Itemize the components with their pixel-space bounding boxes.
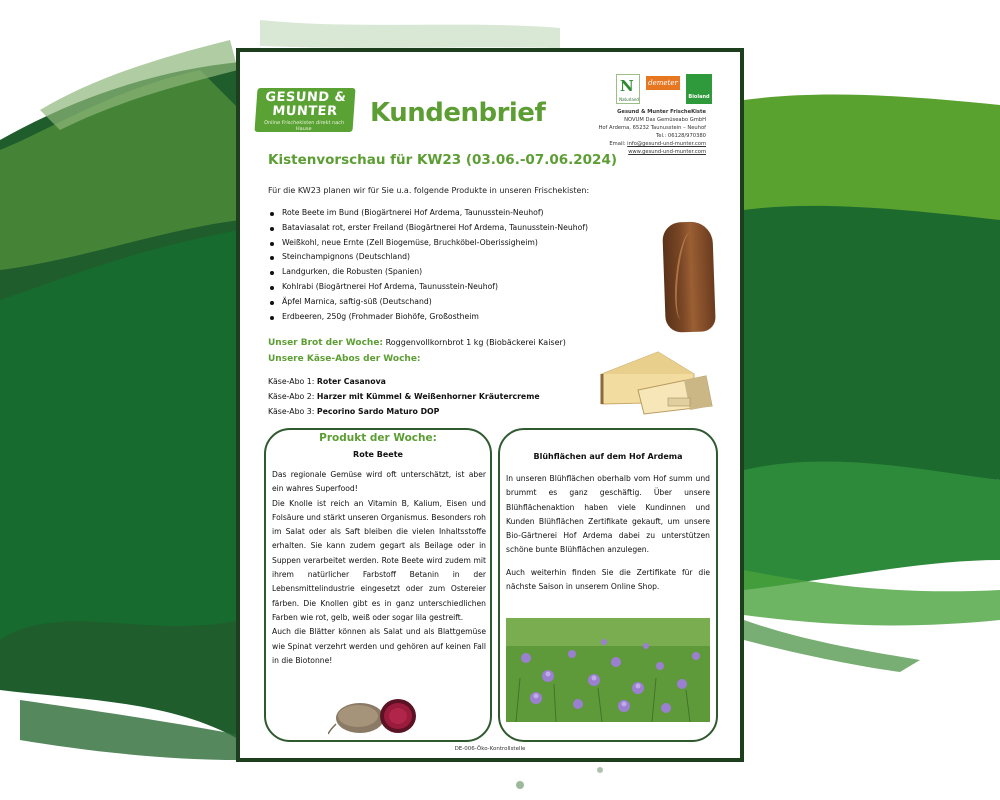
product-list (268, 206, 648, 324)
company-name: Gesund & Munter FrischeKiste (617, 109, 706, 115)
company-line1: NOVUM Das Gemüseabo GmbH (624, 117, 706, 123)
company-email-row (556, 140, 706, 148)
bread-value: Roggenvollkornbrot 1 kg (Biobäckerei Kaiser) (385, 338, 566, 347)
product-name: Rote Beete (353, 450, 403, 459)
paragraph: Auch weiterhin finden Sie die Zertifikate für die nächste Saison in unserem Online Shop. (506, 567, 710, 592)
page-title: Kundenbrief (370, 98, 546, 128)
list-item: Steinchampignons (Deutschland) (268, 250, 648, 265)
cheese-abo-3: Käse-Abo 3: Pecorino Sardo Maturo DOP (268, 407, 440, 416)
company-address (556, 108, 706, 156)
brand-logo (254, 88, 355, 132)
control-body-footer: DE-006-Öko-Kontrollstelle (454, 746, 526, 752)
box-preview-heading: Kistenvorschau für KW23 (03.06.-07.06.2024) (268, 152, 618, 168)
list-item: Erdbeeren, 250g (Frohmader Biohöfe, Großostheim (268, 310, 648, 325)
logo-tagline: Online Frischekisten direkt nach Hause (263, 120, 345, 132)
cheese-abo-2: Käse-Abo 2: Harzer mit Kümmel & Weißenhorner Kräutercreme (268, 392, 540, 401)
list-item: Bataviasalat rot, erster Freiland (Biogärtnerei Hof Ardema, Taunusstein-Neuhof) (268, 221, 648, 236)
demeter-logo: demeter (646, 76, 680, 90)
list-item: Landgurken, die Robusten (Spanien) (268, 265, 648, 280)
logo-text: GESUND & MUNTER (264, 90, 347, 119)
paragraph: Das regionale Gemüse wird oft unterschätzt, ist aber ein wahres Superfood! (272, 470, 486, 494)
flower-field-image (506, 618, 710, 722)
customer-letter (236, 48, 744, 762)
company-line2: Hof Ardema, 65232 Taunusstein – Neuhof (598, 125, 706, 131)
bread-of-week (268, 338, 566, 348)
company-website-link[interactable]: www.gesund-und-munter.com (628, 149, 706, 155)
bluehflaechen-text (506, 472, 710, 594)
product-of-week-box (264, 428, 492, 742)
certification-logos (616, 74, 734, 104)
list-item: Äpfel Marnica, saftig-süß (Deutschand) (268, 295, 648, 310)
bioland-logo: Bioland (686, 74, 712, 104)
naturland-logo: N Naturland (616, 74, 640, 104)
company-phone: Tel.: 06128/970380 (655, 133, 706, 139)
product-description (272, 468, 486, 668)
beetroot-image (328, 694, 428, 736)
list-item: Kohlrabi (Biogärtnerei Hof Ardema, Taunusstein-Neuhof) (268, 280, 648, 295)
cheese-abo-1: Käse-Abo 1: Roter Casanova (268, 377, 386, 386)
bread-image (662, 221, 716, 333)
list-item: Rote Beete im Bund (Biogärtnerei Hof Ardema, Taunusstein-Neuhof) (268, 206, 648, 221)
company-email-link[interactable]: info@gesund-und-munter.com (627, 141, 706, 147)
bluehflaechen-box (498, 428, 718, 742)
paragraph: Die Knolle ist reich an Vitamin B, Kalium, Eisen und Folsäure und stärkt unseren Organismus. Besonders roh im Salat oder als Saft bleiben die vielen Inhaltsstoffe erhalten. Sie kann zudem gegart als Beilage oder in Suppen verarbeitet werden. Rote Beete wird zudem mit ihrem natürlicher Farbstoff Betanin in der Lebensmittelindustrie eingesetzt oder zum Ostereier färben. Die Knollen gibt es in ganz unterschiedlichen Farben wie rot, gelb, weiß oder sogar lila gestreift. (272, 498, 486, 622)
cheese-heading: Unsere Käse-Abos der Woche: (268, 354, 421, 364)
bread-label: Unser Brot der Woche: (268, 338, 384, 348)
cheese-image (598, 346, 716, 416)
bluehflaechen-heading: Blühflächen auf dem Hof Ardema (533, 452, 683, 461)
product-of-week-heading: Produkt der Woche: (319, 432, 437, 444)
email-label: Email: (609, 141, 628, 147)
paragraph: In unseren Blühflächen oberhalb vom Hof summ und brummt es ganz geschäftig. Über unsere Blühflächenaktion haben viele Kundinnen und Kunden Blühflächen Zertifikate gekauft, um unsere Bio-Gärtnerei Hof Ardema dabei zu unterstützen schöne bunte Blühflächen anzulegen. (506, 474, 710, 555)
paragraph: Auch die Blätter können als Salat und als Blattgemüse wie Spinat verzehrt werden und gehören auf keinen Fall in die Biotonne! (272, 627, 486, 665)
list-item: Weißkohl, neue Ernte (Zell Biogemüse, Bruchköbel-Oberissigheim) (268, 236, 648, 251)
preview-intro: Für die KW23 planen wir für Sie u.a. folgende Produkte in unseren Frischekisten: (268, 186, 590, 195)
cheese-abo-list (268, 374, 540, 419)
